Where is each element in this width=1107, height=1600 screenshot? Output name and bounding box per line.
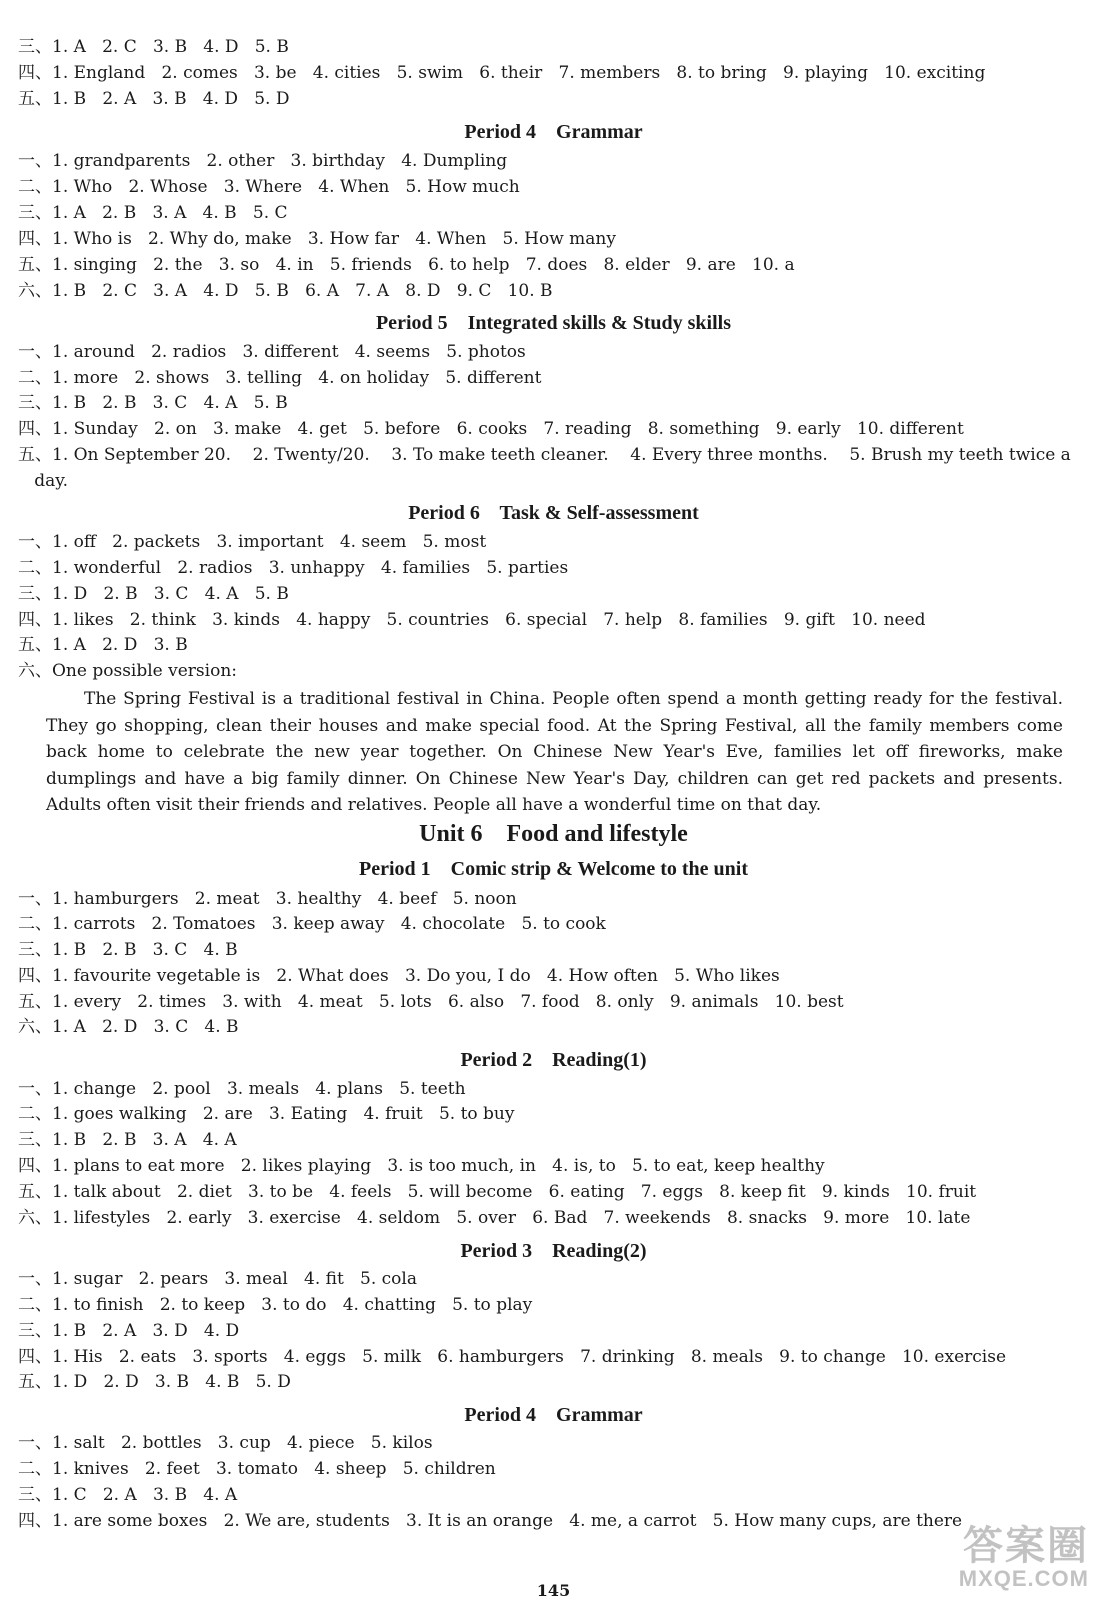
answer-line: 四、1. Who is 2. Why do, make 3. How far 4. When 5. How many <box>18 229 616 249</box>
section-heading: Unit 6 Food and lifestyle <box>419 821 688 847</box>
answer-line: 六、1. lifestyles 2. early 3. exercise 4. seldom 5. over 6. Bad 7. weekends 8. snacks 9. more 10. late <box>18 1208 971 1228</box>
section-heading: Period 2 Reading(1) <box>460 1049 647 1071</box>
answer-line: 六、One possible version: <box>18 661 237 681</box>
answer-line: 一、1. change 2. pool 3. meals 4. plans 5. teeth <box>18 1079 466 1099</box>
answer-line: 二、1. Who 2. Whose 3. Where 4. When 5. How much <box>18 177 520 197</box>
answer-line: 三、1. B 2. B 3. C 4. A 5. B <box>18 393 288 413</box>
section-heading: Period 5 Integrated skills & Study skills <box>375 312 732 334</box>
answer-line: 一、1. off 2. packets 3. important 4. seem 5. most <box>18 532 487 552</box>
answer-line: 三、1. C 2. A 3. B 4. A <box>18 1485 238 1505</box>
answer-line: 三、1. A 2. C 3. B 4. D 5. B <box>18 37 289 57</box>
answer-line: 一、1. around 2. radios 3. different 4. seems 5. photos <box>18 342 526 362</box>
answer-line: 二、1. knives 2. feet 3. tomato 4. sheep 5. children <box>18 1459 496 1479</box>
watermark-url: MXQE.COM <box>958 1566 1089 1591</box>
section-heading: Period 4 Grammar <box>464 1404 643 1426</box>
answer-line: 二、1. carrots 2. Tomatoes 3. keep away 4. chocolate 5. to cook <box>18 914 606 934</box>
answer-line: 四、1. Sunday 2. on 3. make 4. get 5. before 6. cooks 7. reading 8. something 9. early 10. different <box>18 419 964 439</box>
answer-line: 一、1. sugar 2. pears 3. meal 4. fit 5. cola <box>18 1269 417 1289</box>
answer-line: 一、1. grandparents 2. other 3. birthday 4. Dumpling <box>18 151 508 171</box>
answer-line: 五、1. talk about 2. diet 3. to be 4. feels 5. will become 6. eating 7. eggs 8. keep fit 9. kinds 10. fruit <box>18 1182 977 1202</box>
answer-line: 四、1. His 2. eats 3. sports 4. eggs 5. milk 6. hamburgers 7. drinking 8. meals 9. to change 10. exercise <box>18 1347 1007 1367</box>
section-heading: Period 1 Comic strip & Welcome to the unit <box>358 858 748 880</box>
answer-line: 四、1. England 2. comes 3. be 4. cities 5. swim 6. their 7. members 8. to bring 9. playing 10. exciting <box>18 63 986 83</box>
section-heading: Period 3 Reading(2) <box>460 1240 647 1262</box>
answer-line: 六、1. A 2. D 3. C 4. B <box>18 1017 239 1037</box>
answer-line: 四、1. likes 2. think 3. kinds 4. happy 5. countries 6. special 7. help 8. families 9. gift 10. need <box>18 610 926 630</box>
answer-line: 二、1. wonderful 2. radios 3. unhappy 4. families 5. parties <box>18 558 569 578</box>
answer-line: 五、1. singing 2. the 3. so 4. in 5. friends 6. to help 7. does 8. elder 9. are 10. a <box>18 255 795 275</box>
answer-line: 六、1. B 2. C 3. A 4. D 5. B 6. A 7. A 8. D 9. C 10. B <box>18 281 553 301</box>
answer-line: 五、1. A 2. D 3. B <box>18 635 188 655</box>
sample-essay: The Spring Festival is a traditional festival in China. People often spend a month getting ready for the festival. They go shopping, clean their houses and make special food. At the Spring Festival, all the family members come back home to celebrate the new year together. On Chinese New Year's Eve, families let off fireworks, make dumplings and have a big family dinner. On Chinese New Year's Day, children can get red packets and presents. Adults often visit their friends and relatives. People all have a wonderful time on that day. <box>46 689 1063 815</box>
answer-line: 四、1. plans to eat more 2. likes playing 3. is too much, in 4. is, to 5. to eat, keep healthy <box>18 1156 825 1176</box>
answer-line: 四、1. are some boxes 2. We are, students 3. It is an orange 4. me, a carrot 5. How many cups, are there <box>18 1511 963 1531</box>
answer-line: 五、1. B 2. A 3. B 4. D 5. D <box>18 89 290 109</box>
answer-line: 三、1. A 2. B 3. A 4. B 5. C <box>18 203 288 223</box>
page-number: 145 <box>536 1581 571 1600</box>
answer-line: 三、1. B 2. B 3. C 4. B <box>18 940 238 960</box>
watermark-text: 答案圈 <box>963 1524 1089 1568</box>
answer-line: 四、1. favourite vegetable is 2. What does 3. Do you, I do 4. How often 5. Who likes <box>18 966 780 986</box>
answer-line: 五、1. On September 20. 2. Twenty/20. 3. To make teeth cleaner. 4. Every three months. 5. Brush my teeth twice a <box>18 445 1071 465</box>
answer-line: 五、1. D 2. D 3. B 4. B 5. D <box>18 1372 291 1392</box>
answer-line: 三、1. B 2. B 3. A 4. A <box>18 1130 237 1150</box>
watermark-logo <box>959 1524 1089 1590</box>
answer-line: 二、1. more 2. shows 3. telling 4. on holiday 5. different <box>18 368 542 388</box>
answer-line: day. <box>18 471 68 491</box>
section-heading: Period 4 Grammar <box>464 121 643 143</box>
answer-line: 三、1. B 2. A 3. D 4. D <box>18 1321 240 1341</box>
answer-line: 五、1. every 2. times 3. with 4. meat 5. lots 6. also 7. food 8. only 9. animals 10. best <box>18 992 844 1012</box>
section-heading: Period 6 Task & Self-assessment <box>408 502 699 524</box>
answer-line: 二、1. goes walking 2. are 3. Eating 4. fruit 5. to buy <box>18 1104 515 1124</box>
answer-line: 二、1. to finish 2. to keep 3. to do 4. chatting 5. to play <box>18 1295 533 1315</box>
answer-line: 一、1. hamburgers 2. meat 3. healthy 4. beef 5. noon <box>18 889 517 909</box>
answer-line: 一、1. salt 2. bottles 3. cup 4. piece 5. kilos <box>18 1433 433 1453</box>
answer-line: 三、1. D 2. B 3. C 4. A 5. B <box>18 584 289 604</box>
